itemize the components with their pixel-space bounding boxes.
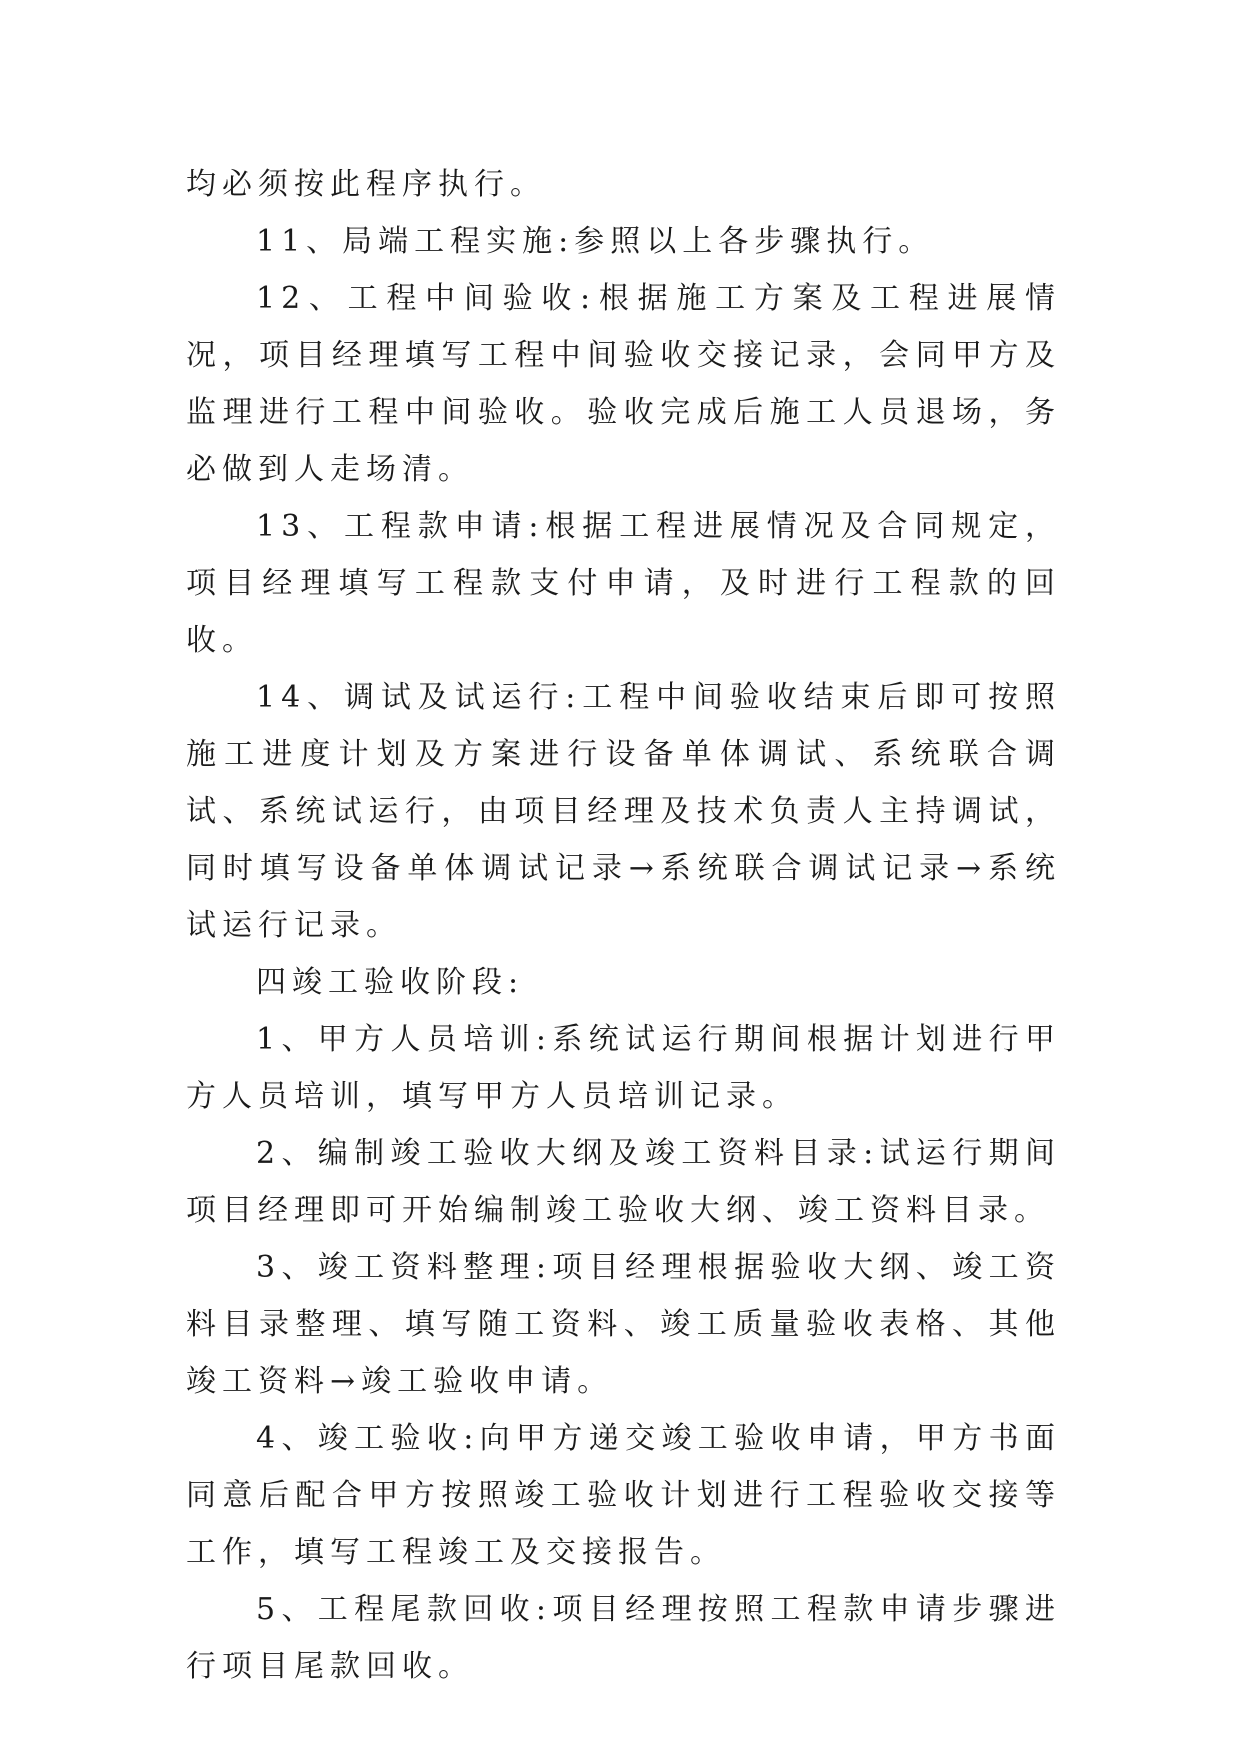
paragraph-step-13: 13、工程款申请:根据工程进展情况及合同规定，项目经理填写工程款支付申请，及时进行工程款的回收。 (186, 509, 1061, 658)
paragraph-step-3: 3、竣工资料整理:项目经理根据验收大纲、竣工资料目录整理、填写随工资料、竣工质量验收表格、其他竣工资料→竣工验收申请。 (186, 1250, 1061, 1399)
paragraph-step-1: 1、甲方人员培训:系统试运行期间根据计划进行甲方人员培训，填写甲方人员培训记录。 (186, 1022, 1061, 1114)
document-body (186, 156, 1061, 1695)
paragraph-continuation: 均必须按此程序执行。 (186, 167, 546, 202)
section-heading: 四竣工验收阶段: (256, 965, 525, 1000)
paragraph-step-2: 2、编制竣工验收大纲及竣工资料目录:试运行期间项目经理即可开始编制竣工验收大纲、竣工资料目录。 (186, 1136, 1061, 1228)
paragraph-step-14: 14、调试及试运行:工程中间验收结束后即可按照施工进度计划及方案进行设备单体调试、系统联合调试、系统试运行，由项目经理及技术负责人主持调试，同时填写设备单体调试记录→系统联合调试记录→系统试运行记录。 (186, 680, 1061, 943)
paragraph-step-11: 11、局端工程实施:参照以上各步骤执行。 (256, 224, 935, 259)
paragraph-step-4: 4、竣工验收:向甲方递交竣工验收申请，甲方书面同意后配合甲方按照竣工验收计划进行工程验收交接等工作，填写工程竣工及交接报告。 (186, 1421, 1061, 1570)
paragraph-step-5: 5、工程尾款回收:项目经理按照工程款申请步骤进行项目尾款回收。 (186, 1592, 1061, 1684)
paragraph-step-12: 12、工程中间验收:根据施工方案及工程进展情况，项目经理填写工程中间验收交接记录，会同甲方及监理进行工程中间验收。验收完成后施工人员退场，务必做到人走场清。 (186, 281, 1061, 487)
